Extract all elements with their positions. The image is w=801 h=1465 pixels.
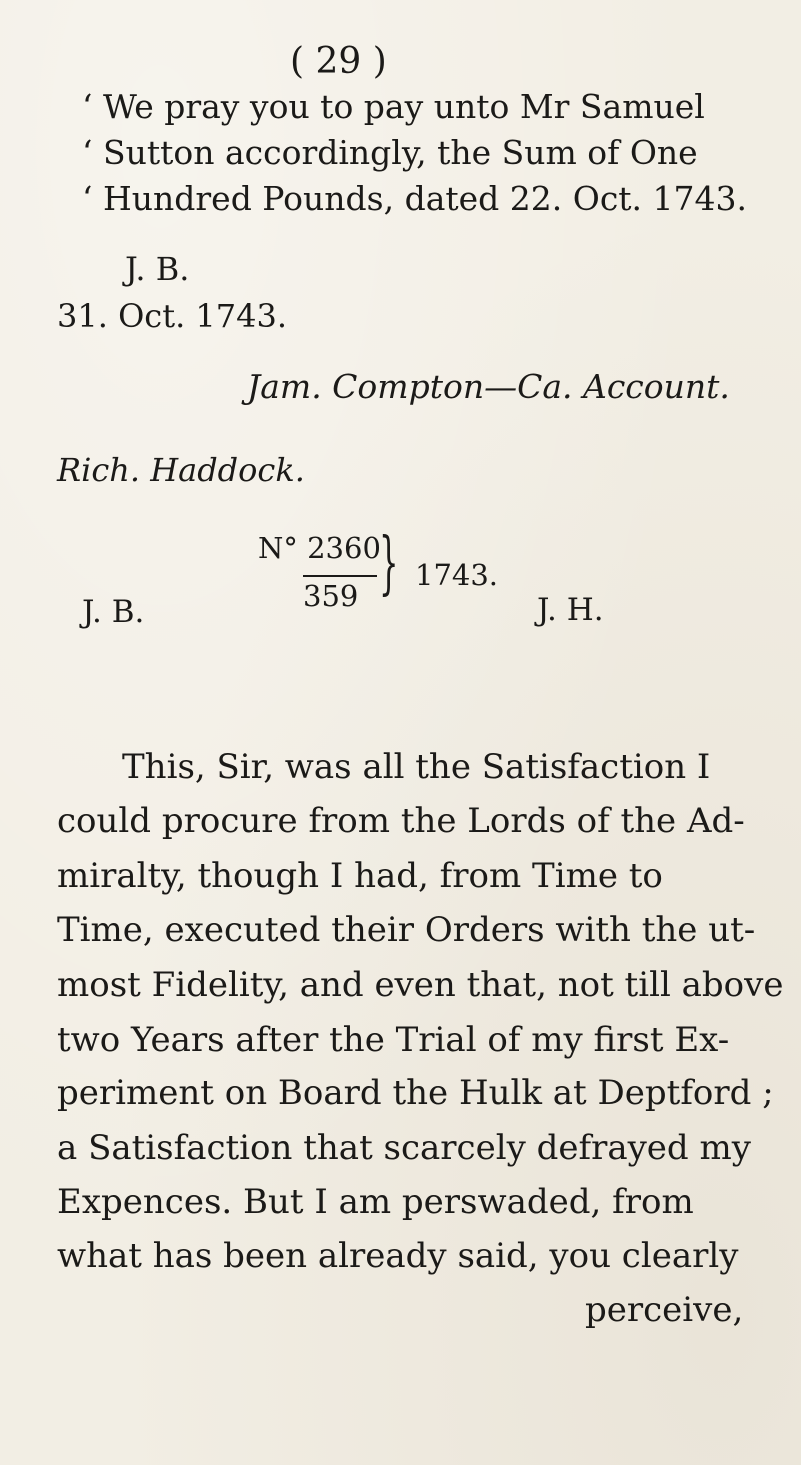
record-number: N° 2360: [258, 531, 381, 565]
paragraph-line-11: perceive,: [585, 1290, 744, 1330]
signature-initials: J. B.: [125, 250, 190, 288]
paragraph-line-7: periment on Board the Hulk at Deptford ;: [57, 1073, 774, 1113]
signature-date: 31. Oct. 1743.: [57, 297, 288, 335]
letter-line-1: ‘ We pray you to pay unto Mr Samuel: [82, 87, 705, 126]
paragraph-line-5: most Fidelity, and even that, not till above: [57, 965, 784, 1005]
record-right-initials: J. H.: [537, 592, 604, 628]
haddock-line: Rich. Haddock.: [57, 451, 305, 489]
paragraph-line-1: This, Sir, was all the Satisfaction I: [122, 747, 711, 787]
page-number-header: ( 29 ): [290, 41, 387, 82]
paragraph-line-3: miralty, though I had, from Time to: [57, 856, 663, 896]
paragraph-line-2: could procure from the Lords of the Ad-: [57, 801, 745, 841]
record-denominator: 359: [303, 579, 359, 613]
paragraph-line-4: Time, executed their Orders with the ut-: [57, 910, 756, 950]
letter-line-2: ‘ Sutton accordingly, the Sum of One: [82, 133, 698, 172]
record-year: 1743.: [415, 558, 499, 592]
paragraph-line-8: a Satisfaction that scarcely defrayed my: [57, 1128, 751, 1168]
paragraph-line-9: Expences. But I am perswaded, from: [57, 1182, 694, 1222]
paragraph-line-10: what has been already said, you clearly: [57, 1236, 739, 1276]
paragraph-line-6: two Years after the Trial of my first Ex-: [57, 1020, 730, 1060]
letter-line-3: ‘ Hundred Pounds, dated 22. Oct. 1743.: [82, 179, 748, 218]
record-left-initials: J. B.: [82, 594, 145, 630]
account-line: Jam. Compton—Ca. Account.: [247, 367, 730, 406]
brace-glyph: }: [379, 524, 399, 603]
